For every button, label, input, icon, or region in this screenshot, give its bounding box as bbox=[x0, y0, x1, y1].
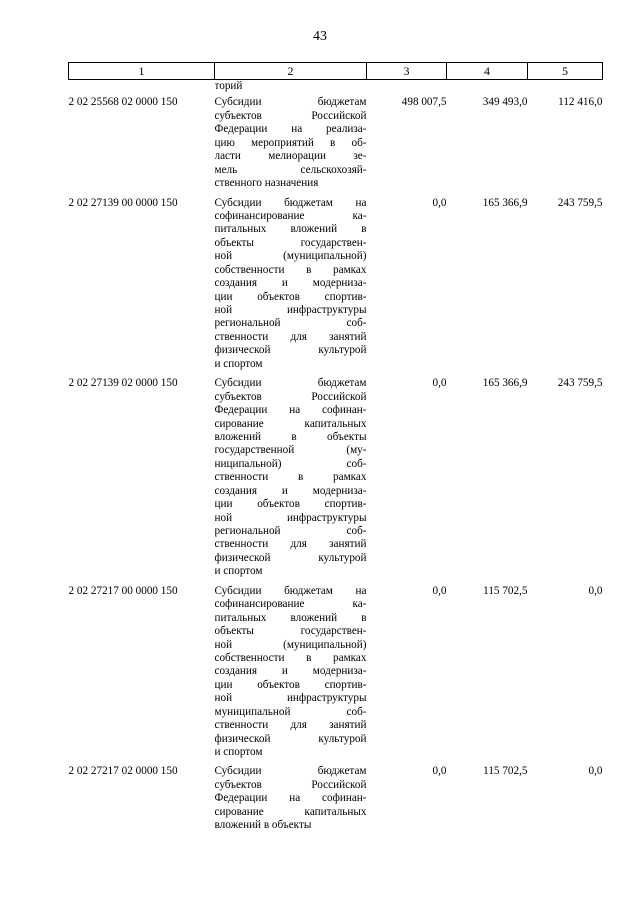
table-row bbox=[69, 374, 603, 582]
description-line: объекты государствен- bbox=[214, 625, 367, 638]
description-line: ции объектов спортив- bbox=[214, 498, 367, 511]
budget-code: 2 02 25568 02 0000 150 bbox=[68, 96, 178, 109]
description-line: Субсидии бюджетам bbox=[214, 377, 367, 390]
description-line: собственности в рамках bbox=[214, 263, 367, 276]
column-header-1: 1 bbox=[69, 63, 215, 80]
description-line: Федерации на софинан- bbox=[214, 792, 367, 805]
amount-column-4: 165 366,9 bbox=[482, 196, 528, 209]
description-line: цию мероприятий в об- bbox=[214, 136, 367, 149]
description-line: Федерации на реализа- bbox=[214, 123, 367, 136]
description-line: ласти мелиорации зе- bbox=[214, 150, 367, 163]
amount-column-3: 0,0 bbox=[432, 765, 447, 778]
description-line: ной инфраструктуры bbox=[214, 511, 367, 524]
description-line: создания и модерниза- bbox=[214, 277, 367, 290]
column-header-5: 5 bbox=[528, 63, 603, 80]
description-line: ниципальной) соб- bbox=[214, 457, 367, 470]
description-line: ции объектов спортив- bbox=[214, 678, 367, 691]
page-number: 43 bbox=[313, 29, 327, 44]
description-line: физической культурой bbox=[214, 344, 367, 357]
description-line: и спортом bbox=[214, 357, 263, 370]
description-line: питальных вложений в bbox=[214, 611, 367, 624]
description-line: мель сельскохозяй- bbox=[214, 163, 367, 176]
amount-column-5: 243 759,5 bbox=[557, 196, 603, 209]
amount-column-4: 165 366,9 bbox=[482, 377, 528, 390]
description-line: Субсидии бюджетам bbox=[214, 96, 367, 109]
amount-column-3: 498 007,5 bbox=[401, 96, 447, 109]
description-line: субъектов Российской bbox=[214, 778, 367, 791]
description-line: Субсидии бюджетам на bbox=[214, 584, 367, 597]
amount-column-5: 243 759,5 bbox=[557, 377, 603, 390]
table-row bbox=[69, 762, 603, 835]
description-line: Субсидии бюджетам bbox=[214, 765, 367, 778]
revenue-description bbox=[215, 194, 367, 375]
description-line: ции объектов спортив- bbox=[214, 290, 367, 303]
description-line: Федерации на софинан- bbox=[214, 404, 367, 417]
description-line: ственности для занятий bbox=[214, 719, 367, 732]
continuation-text: торий bbox=[214, 80, 243, 92]
amount-column-5: 0,0 bbox=[588, 584, 603, 597]
table-row bbox=[69, 93, 603, 193]
budget-code: 2 02 27139 02 0000 150 bbox=[68, 377, 178, 390]
amount-column-4: 115 702,5 bbox=[483, 765, 528, 778]
description-line: и спортом bbox=[214, 746, 263, 758]
description-line: ственности для занятий bbox=[214, 538, 367, 551]
description-line: ной (муниципальной) bbox=[214, 638, 367, 651]
description-line: региональной соб- bbox=[214, 525, 367, 537]
revenue-description bbox=[215, 582, 367, 763]
description-line: субъектов Российской bbox=[214, 390, 367, 403]
column-header-3: 3 bbox=[367, 63, 447, 80]
amount-column-5: 112 416,0 bbox=[558, 96, 603, 109]
revenue-description bbox=[215, 374, 367, 582]
table-header-row bbox=[69, 63, 603, 80]
column-header-2: 2 bbox=[215, 63, 367, 80]
description-line: и спортом bbox=[214, 565, 263, 578]
description-line: ственности в рамках bbox=[214, 471, 367, 484]
description-line: сирование капитальных bbox=[214, 805, 367, 818]
description-line: сирование капитальных bbox=[214, 417, 367, 430]
budget-code: 2 02 27139 00 0000 150 bbox=[68, 196, 178, 209]
description-line: государственной (му- bbox=[214, 444, 367, 457]
description-line: создания и модерниза- bbox=[214, 484, 367, 497]
amount-column-3: 0,0 bbox=[432, 377, 447, 390]
description-line: объекты государствен- bbox=[214, 236, 367, 249]
budget-code: 2 02 27217 00 0000 150 bbox=[68, 584, 178, 597]
description-line: вложений в объекты bbox=[214, 430, 367, 443]
description-line: региональной соб- bbox=[214, 317, 367, 330]
description-line: собственности в рамках bbox=[214, 651, 367, 664]
table-row bbox=[69, 582, 603, 763]
description-line: Субсидии бюджетам на bbox=[214, 196, 367, 209]
revenue-description bbox=[215, 762, 367, 835]
table-row bbox=[69, 194, 603, 375]
budget-code: 2 02 27217 02 0000 150 bbox=[68, 765, 178, 778]
revenue-description bbox=[215, 93, 367, 193]
description-line: ной инфраструктуры bbox=[214, 304, 367, 316]
description-line: физической культурой bbox=[214, 551, 367, 564]
description-line: ной (муниципальной) bbox=[214, 250, 367, 263]
description-line: ной инфраструктуры bbox=[214, 692, 367, 705]
amount-column-3: 0,0 bbox=[432, 584, 447, 597]
budget-table bbox=[68, 62, 603, 836]
description-line: софинансирование ка- bbox=[214, 598, 367, 611]
amount-column-5: 0,0 bbox=[588, 765, 603, 778]
description-line: софинансирование ка- bbox=[214, 209, 367, 222]
amount-column-4: 115 702,5 bbox=[483, 584, 528, 597]
description-line: создания и модерниза- bbox=[214, 665, 367, 678]
continuation-row bbox=[69, 80, 603, 94]
description-line: субъектов Российской bbox=[214, 109, 367, 122]
amount-column-4: 349 493,0 bbox=[482, 96, 528, 109]
column-header-4: 4 bbox=[447, 63, 528, 80]
description-line: ственного назначения bbox=[214, 177, 319, 190]
amount-column-3: 0,0 bbox=[432, 196, 447, 209]
description-line: питальных вложений в bbox=[214, 223, 367, 236]
description-line: муниципальной соб- bbox=[214, 705, 367, 718]
description-line: ственности для занятий bbox=[214, 330, 367, 343]
description-line: вложений в объекты bbox=[214, 819, 312, 832]
description-line: физической культурой bbox=[214, 732, 367, 745]
